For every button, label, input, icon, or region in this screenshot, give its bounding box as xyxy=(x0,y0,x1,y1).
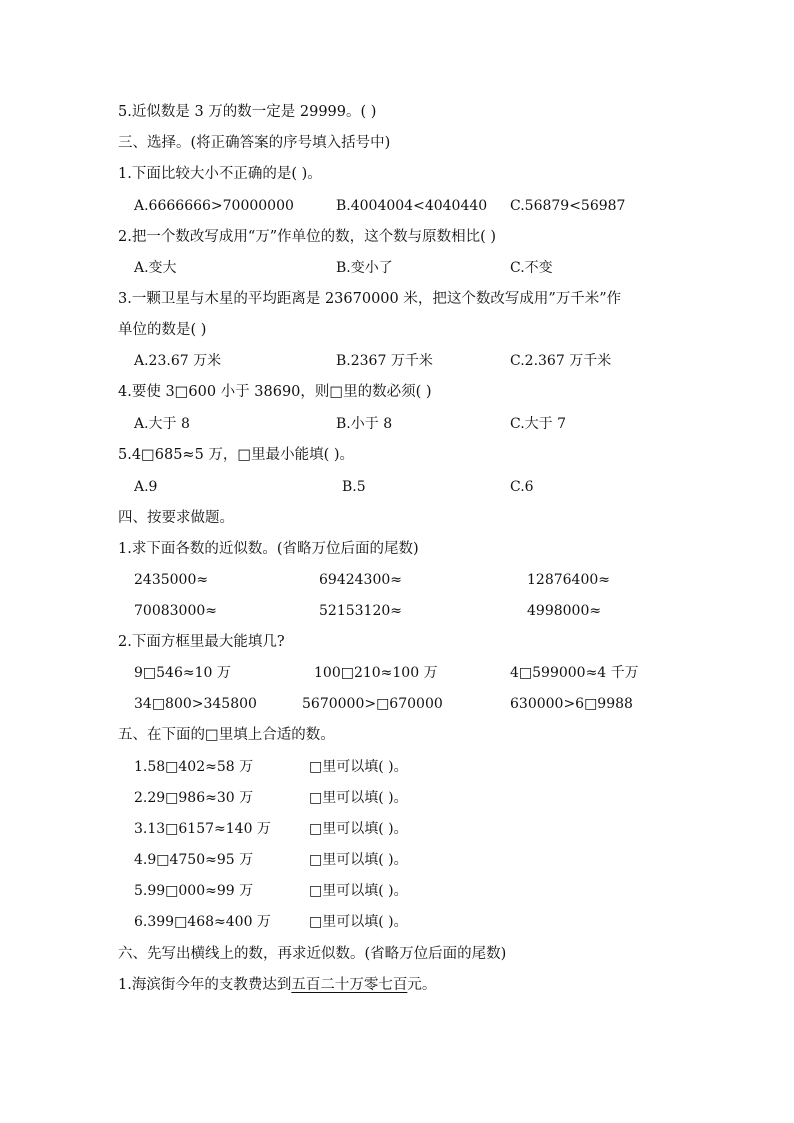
section-4-heading: 四、按要求做题。 xyxy=(118,510,234,526)
fill-item-3-expr: 3.13□6157≈140 万 xyxy=(134,821,271,837)
choice-q4: 4.要使 3□600 小于 38690，则□里的数必须( ) xyxy=(118,384,432,400)
approx-r2-c2: 52153120≈ xyxy=(319,603,402,619)
section-5-heading: 五、在下面的□里填上合适的数。 xyxy=(118,727,335,743)
q2-option-c: C.不变 xyxy=(510,260,553,276)
section-6-heading: 六、先写出横线上的数，再求近似数。(省略万位后面的尾数) xyxy=(118,946,507,962)
fill-item-1-expr: 1.58□402≈58 万 xyxy=(134,759,254,775)
true-false-q5: 5.近似数是 3 万的数一定是 29999。( ) xyxy=(118,104,377,120)
box-r1-c3: 4□599000≈4 千万 xyxy=(510,665,639,681)
q3-option-c: C.2.367 万千米 xyxy=(510,353,612,369)
q5-option-c: C.6 xyxy=(510,479,534,495)
q1-option-c: C.56879<56987 xyxy=(510,198,626,214)
box-r1-c1: 9□546≈10 万 xyxy=(134,665,231,681)
q4-option-b: B.小于 8 xyxy=(336,416,393,432)
approx-r2-c1: 70083000≈ xyxy=(134,603,217,619)
task-1-heading: 1.求下面各数的近似数。(省略万位后面的尾数) xyxy=(118,541,419,557)
fill-item-5-expr: 5.99□000≈99 万 xyxy=(134,883,254,899)
box-r2-c2: 5670000>□670000 xyxy=(302,696,443,712)
q3-option-b: B.2367 万千米 xyxy=(336,353,433,369)
q1-option-b: B.4004004<4040440 xyxy=(336,198,488,214)
box-r2-c3: 630000>6□9988 xyxy=(510,696,633,712)
approx-r2-c3: 4998000≈ xyxy=(527,603,602,619)
box-r2-c1: 34□800>345800 xyxy=(134,696,257,712)
fill-item-5-answer: □里可以填( )。 xyxy=(309,883,408,899)
q3-option-a: A.23.67 万米 xyxy=(134,353,222,369)
approx-r1-c2: 69424300≈ xyxy=(319,572,402,588)
fill-item-1-answer: □里可以填( )。 xyxy=(309,759,408,775)
fill-item-6-answer: □里可以填( )。 xyxy=(309,914,408,930)
fill-item-4-answer: □里可以填( )。 xyxy=(309,852,408,868)
choice-q5: 5.4□685≈5 万，□里最小能填( )。 xyxy=(118,447,355,463)
q4-option-c: C.大于 7 xyxy=(510,416,567,432)
last-question-suffix: 元。 xyxy=(407,977,437,993)
fill-item-3-answer: □里可以填( )。 xyxy=(309,821,408,837)
q2-option-b: B.变小了 xyxy=(336,260,393,276)
box-r1-c2: 100□210≈100 万 xyxy=(314,665,438,681)
task-2-heading: 2.下面方框里最大能填几? xyxy=(118,634,285,650)
choice-q3-line2: 单位的数是( ) xyxy=(118,322,207,338)
q5-option-a: A.9 xyxy=(134,479,158,495)
q2-option-a: A.变大 xyxy=(134,260,177,276)
approx-r1-c3: 12876400≈ xyxy=(527,572,610,588)
last-question xyxy=(118,975,436,995)
choice-q3-line1: 3.一颗卫星与木星的平均距离是 23670000 米，把这个数改写成用”万千米”作 xyxy=(118,291,622,307)
approx-r1-c1: 2435000≈ xyxy=(134,572,209,588)
fill-item-2-answer: □里可以填( )。 xyxy=(309,790,408,806)
q1-option-a: A.6666666>70000000 xyxy=(134,198,294,214)
q5-option-b: B.5 xyxy=(342,479,366,495)
section-3-heading: 三、选择。(将正确答案的序号填入括号中) xyxy=(118,135,391,151)
q4-option-a: A.大于 8 xyxy=(134,416,190,432)
last-question-underlined-number: 五百二十万零七百 xyxy=(291,977,408,993)
fill-item-2-expr: 2.29□986≈30 万 xyxy=(134,790,254,806)
fill-item-6-expr: 6.399□468≈400 万 xyxy=(134,914,271,930)
last-question-prefix: 1.海滨街今年的支教费达到 xyxy=(118,977,292,993)
choice-q1: 1.下面比较大小不正确的是( )。 xyxy=(118,166,322,182)
fill-item-4-expr: 4.9□4750≈95 万 xyxy=(134,852,254,868)
choice-q2: 2.把一个数改写成用“万”作单位的数，这个数与原数相比( ) xyxy=(118,229,497,245)
